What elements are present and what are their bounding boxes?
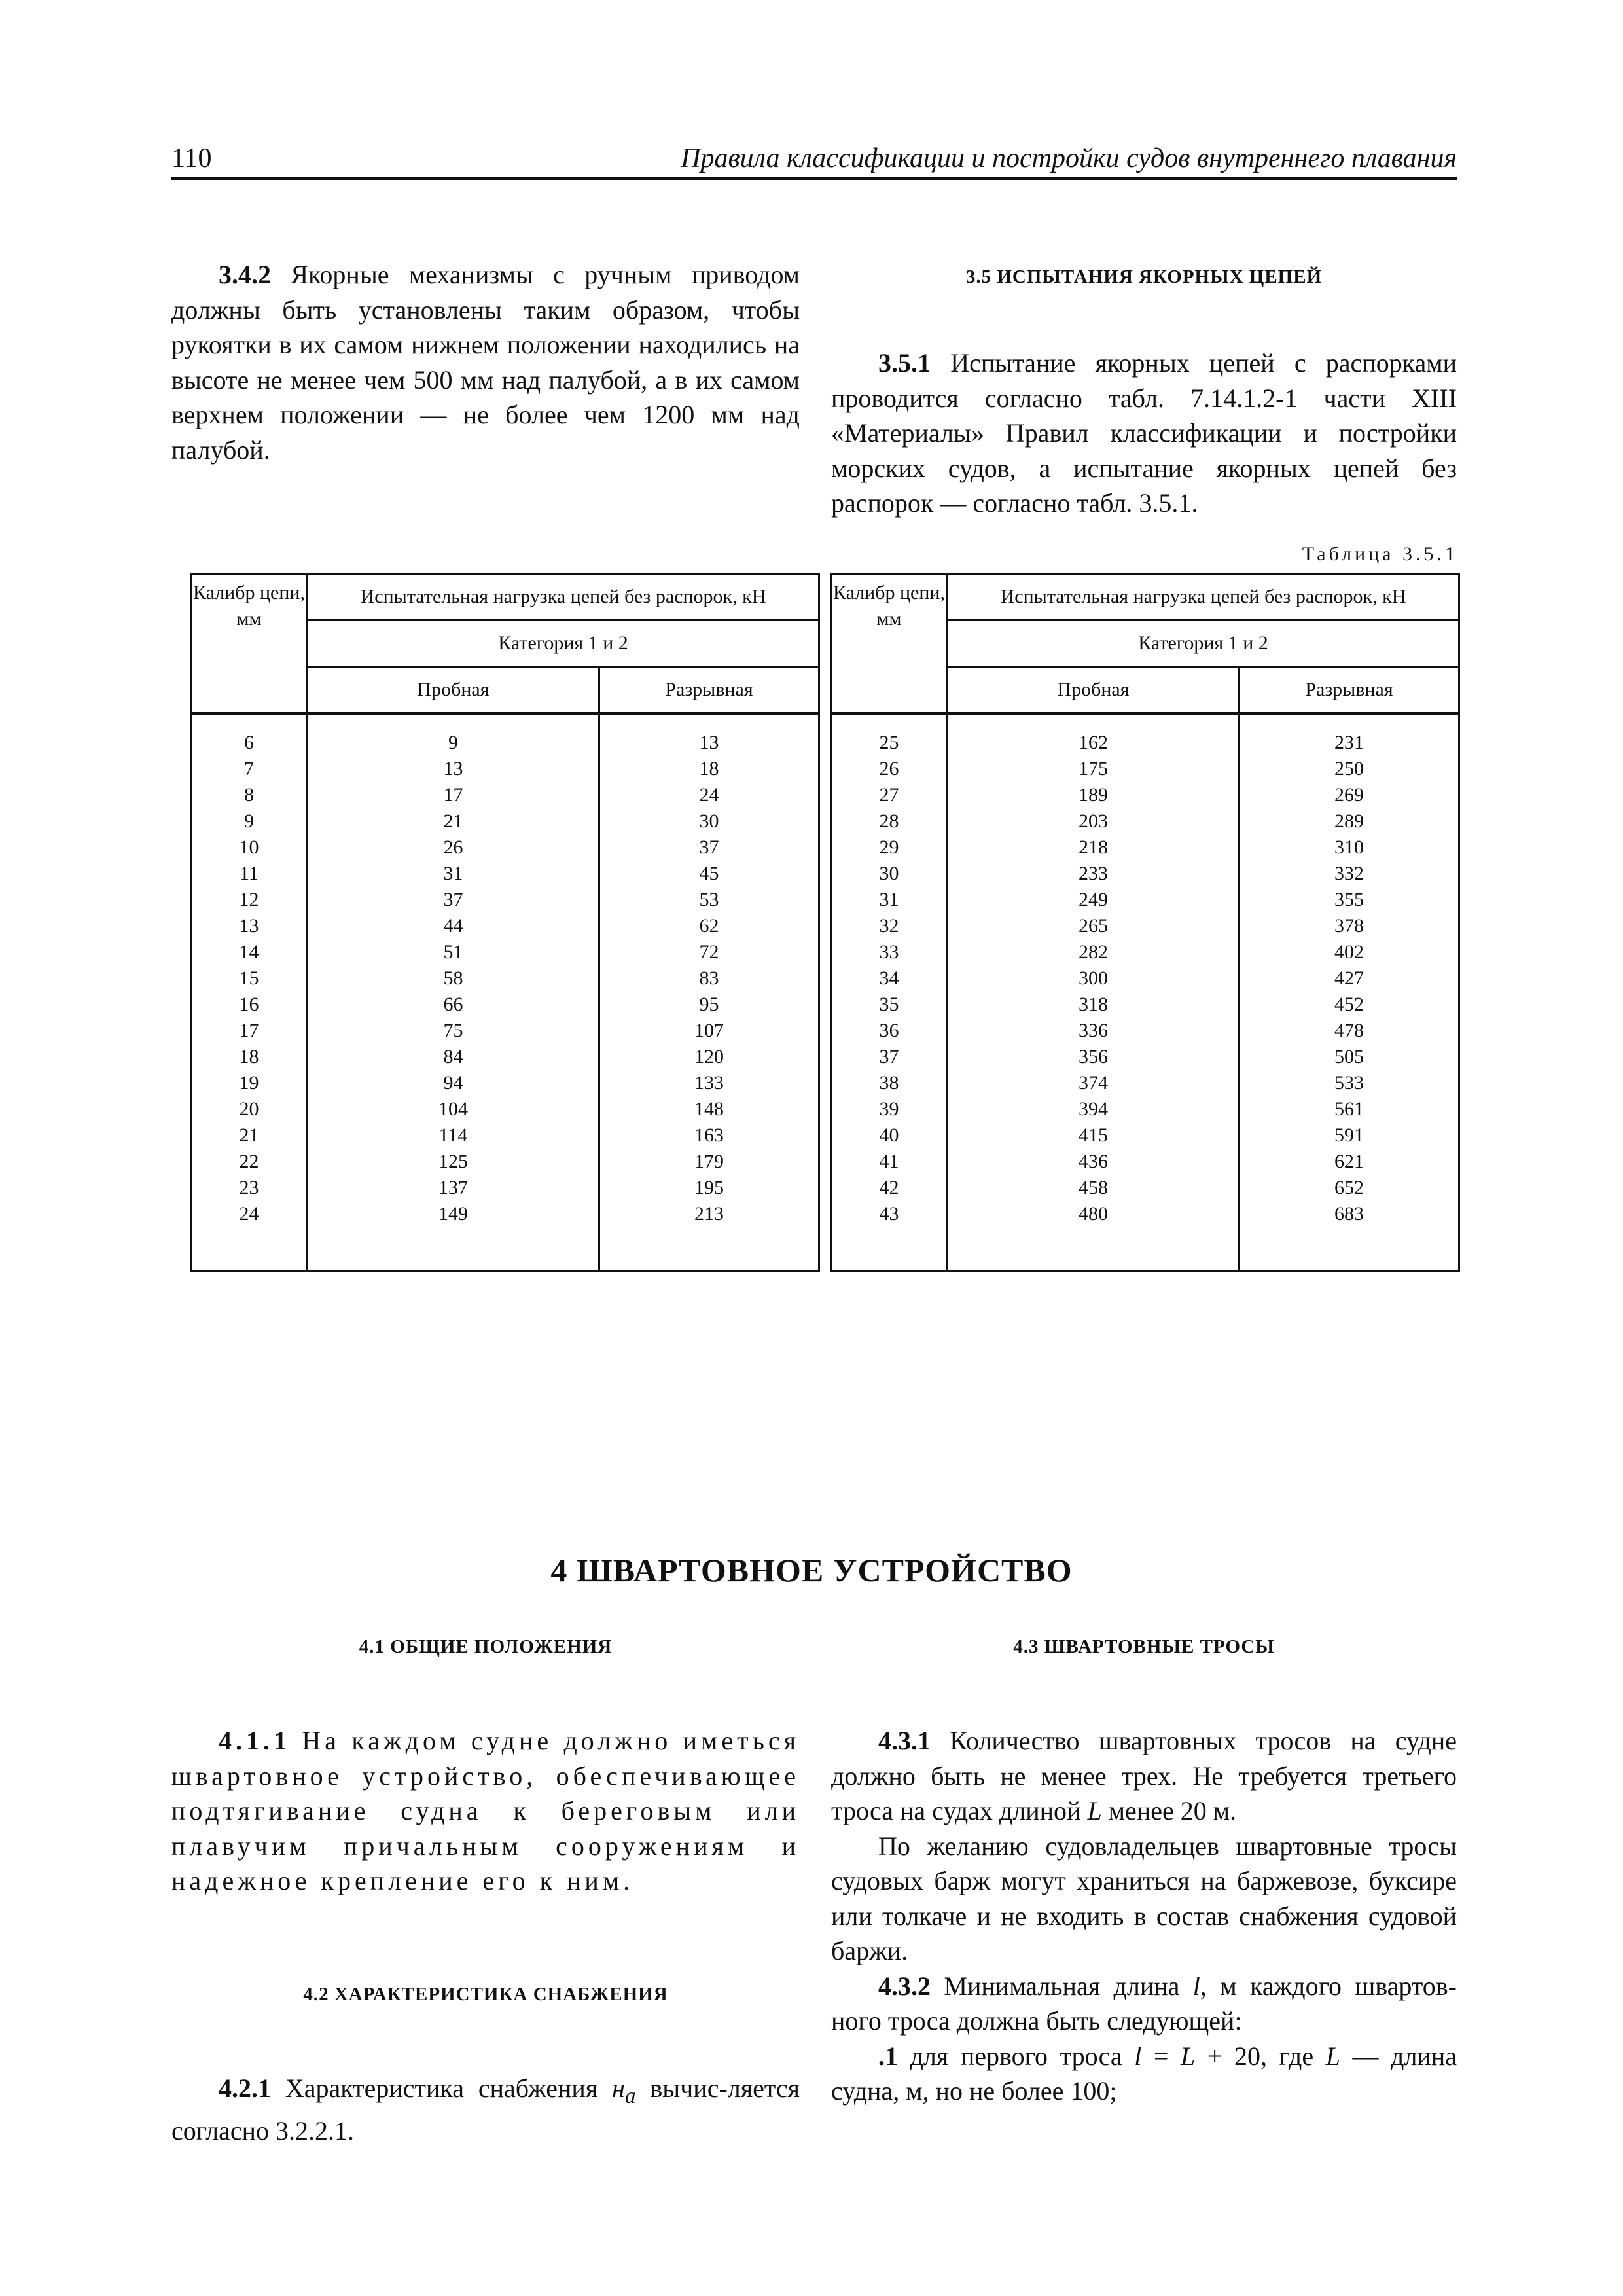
symbol-L: L (1325, 2041, 1340, 2071)
proof-values: 9 13 17 21 26 31 37 44 51 58 66 75 84 94 104 114 125 137 149 (308, 714, 599, 1272)
clause-text: Испытание якорных цепей с распорками проводится согласно табл. 7.14.1.2-1 части XIII «Материалы» Правил классификации и постройки морских судов, а испытание якорных цепей без распорок — согласно табл. 3.5.1. (831, 348, 1457, 518)
paragraph-4-3-2 (831, 1969, 1457, 2039)
clause-number: 3.5.1 (878, 348, 931, 378)
subscript-a: a (624, 2083, 636, 2108)
clause-number: 4.2.1 (219, 2073, 271, 2103)
paragraph-4-2-1 (171, 2071, 800, 2149)
item-text-b: = (1141, 2041, 1181, 2071)
heading-4-1: 4.1 ОБЩИЕ ПОЛОЖЕНИЯ (359, 1636, 613, 1657)
running-title: Правила классификации и постройки судов внутреннего плавания (681, 143, 1457, 173)
clause-text: Минимальная длина (931, 1971, 1193, 2001)
breaking-values: 231 250 269 289 310 332 355 378 402 427 452 478 505 533 561 591 621 652 683 (1240, 714, 1459, 1272)
clause-number: 3.4.2 (219, 260, 271, 289)
caliber-values: 25 26 27 28 29 30 31 32 33 34 35 36 37 38 39 40 41 42 43 (831, 714, 948, 1272)
clause-text: Количество швартовных тросов на судне должно быть не менее трех. Не требуется третьего троса на судах длиной (831, 1726, 1457, 1825)
header-proof: Пробная (308, 667, 599, 714)
clause-number: 4.1.1 (219, 1726, 291, 1755)
clause-number: 4.3.1 (878, 1726, 931, 1755)
header-category: Категория 1 и 2 (308, 620, 819, 667)
header-proof: Пробная (948, 667, 1240, 714)
header-caliber: Калибр цепи, мм (831, 574, 948, 714)
page-number: 110 (171, 143, 212, 173)
clause-text-end: вычис-ляется согласно 3.2.2.1. (171, 2073, 800, 2145)
header-breaking: Разрывная (1240, 667, 1459, 714)
header-category: Категория 1 и 2 (948, 620, 1459, 667)
symbol-n: н (612, 2073, 625, 2103)
paragraph-4-3-1-note: По желанию судовладельцев швартовные тросы судовых барж могут храниться на баржевозе, буксире или толкаче и не входить в состав снабжения судовой баржи. (831, 1831, 1457, 1965)
item-text-a: для первого троса (898, 2041, 1135, 2071)
symbol-L: L (1181, 2041, 1196, 2071)
clause-number: 4.3.2 (878, 1971, 931, 2001)
table-left (190, 573, 820, 1272)
header-breaking: Разрывная (599, 667, 819, 714)
heading-3-5: 3.5 ИСПЫТАНИЯ ЯКОРНЫХ ЦЕПЕЙ (965, 266, 1323, 287)
left-column-top (171, 257, 800, 467)
symbol-L: L (1087, 1796, 1102, 1825)
right-column-top (831, 257, 1457, 521)
proof-values: 162 175 189 203 218 233 249 265 282 300 318 336 356 374 394 415 436 458 480 (948, 714, 1240, 1272)
header-test-load: Испытательная нагрузка цепей без распорок, кН (948, 574, 1459, 620)
right-column-bottom (831, 1636, 1457, 2109)
clause-text: Характеристика снабжения (271, 2073, 613, 2103)
paragraph-4-3-2-1 (831, 2039, 1457, 2109)
item-number: .1 (878, 2041, 898, 2071)
symbol-l: l (1134, 2041, 1142, 2071)
clause-text: Якорные механизмы с ручным приводом должны быть установлены таким образом, чтобы рукоятки в их самом нижнем положении находились на высоте не менее чем 500 мм над палубой, а в их самом верхнем положении — не более чем 1200 мм над палубой. (171, 260, 800, 465)
caliber-values: 6 7 8 9 10 11 12 13 14 15 16 17 18 19 20 21 22 23 24 (191, 714, 308, 1272)
paragraph-3-4-2 (171, 257, 800, 467)
breaking-values: 13 18 24 30 37 45 53 62 72 83 95 107 120 133 148 163 179 195 213 (599, 714, 819, 1272)
item-text-c: + 20, где (1195, 2041, 1326, 2071)
clause-text: На каждом судне должно иметься швартовное устройство, обеспечивающее подтягивание судна к береговым или плавучим причальным сооружениям и надежное крепление его к ним. (171, 1726, 800, 1895)
header-rule (171, 177, 1457, 180)
paragraph-3-5-1 (831, 346, 1457, 521)
header-caliber: Калибр цепи, мм (191, 574, 308, 714)
clause-text-end: , м каждого швартов-ного троса должна быть следующей: (831, 1971, 1457, 2036)
paragraph-4-1-1 (171, 1723, 800, 1899)
left-column-bottom (171, 1636, 800, 2149)
paragraph-4-3-1 (831, 1723, 1457, 1829)
header-test-load: Испытательная нагрузка цепей без распорок, кН (308, 574, 819, 620)
clause-text-end: менее 20 м. (1101, 1796, 1237, 1825)
section-title: 4 ШВАРТОВНОЕ УСТРОЙСТВО (550, 1552, 1073, 1588)
table-right (830, 573, 1460, 1272)
table-caption: Таблица 3.5.1 (1302, 543, 1458, 565)
symbol-l: l (1192, 1971, 1200, 2001)
heading-4-3: 4.3 ШВАРТОВНЫЕ ТРОСЫ (1013, 1636, 1275, 1657)
item-text-d: — длина судна, м, но не более 100; (831, 2041, 1457, 2106)
heading-4-2: 4.2 ХАРАКТЕРИСТИКА СНАБЖЕНИЯ (303, 1983, 668, 2005)
